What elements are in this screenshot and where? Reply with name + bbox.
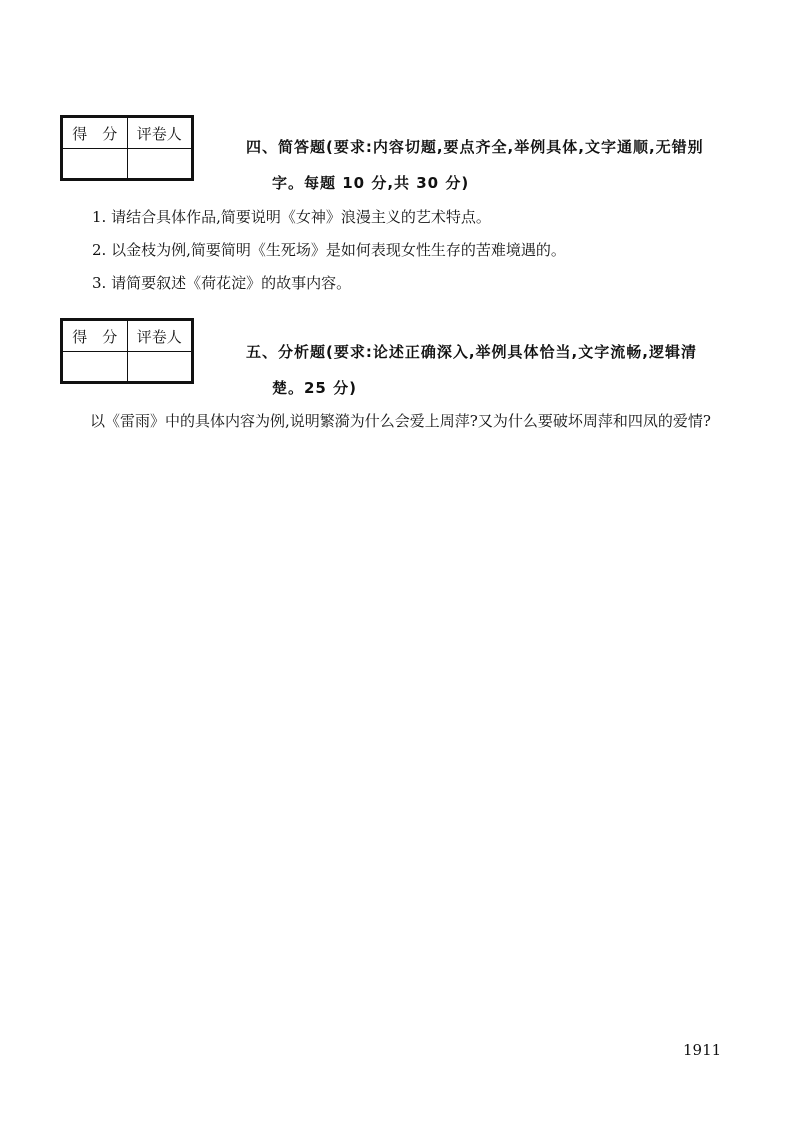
score-table-section5 bbox=[60, 318, 194, 384]
section4-heading bbox=[246, 129, 736, 201]
grader-label: 评卷人 bbox=[127, 321, 192, 352]
grader-label: 评卷人 bbox=[127, 118, 192, 149]
section5-heading-line1: 五、分析题(要求:论述正确深入,举例具体恰当,文字流畅,逻辑清 bbox=[246, 343, 697, 361]
score-label: 得 分 bbox=[63, 321, 128, 352]
score-cell bbox=[63, 352, 128, 382]
section4-heading-line2: 字。每题 10 分,共 30 分) bbox=[272, 174, 470, 192]
question-3: 3. 请简要叙述《荷花淀》的故事内容。 bbox=[92, 274, 352, 292]
grader-cell bbox=[127, 352, 192, 382]
page-number: 1911 bbox=[683, 1041, 722, 1059]
section5-question: 以《雷雨》中的具体内容为例,说明繁漪为什么会爱上周萍?又为什么要破坏周萍和四凤的爱情? bbox=[90, 412, 711, 430]
grader-cell bbox=[127, 149, 192, 179]
section5-heading bbox=[246, 334, 736, 406]
score-table-section4 bbox=[60, 115, 194, 181]
section4-heading-line1: 四、简答题(要求:内容切题,要点齐全,举例具体,文字通顺,无错别 bbox=[246, 138, 704, 156]
score-label: 得 分 bbox=[63, 118, 128, 149]
question-1: 1. 请结合具体作品,简要说明《女神》浪漫主义的艺术特点。 bbox=[92, 208, 491, 226]
question-2: 2. 以金枝为例,简要简明《生死场》是如何表现女性生存的苦难境遇的。 bbox=[92, 241, 566, 259]
section5-heading-line2: 楚。25 分) bbox=[272, 379, 357, 397]
score-cell bbox=[63, 149, 128, 179]
